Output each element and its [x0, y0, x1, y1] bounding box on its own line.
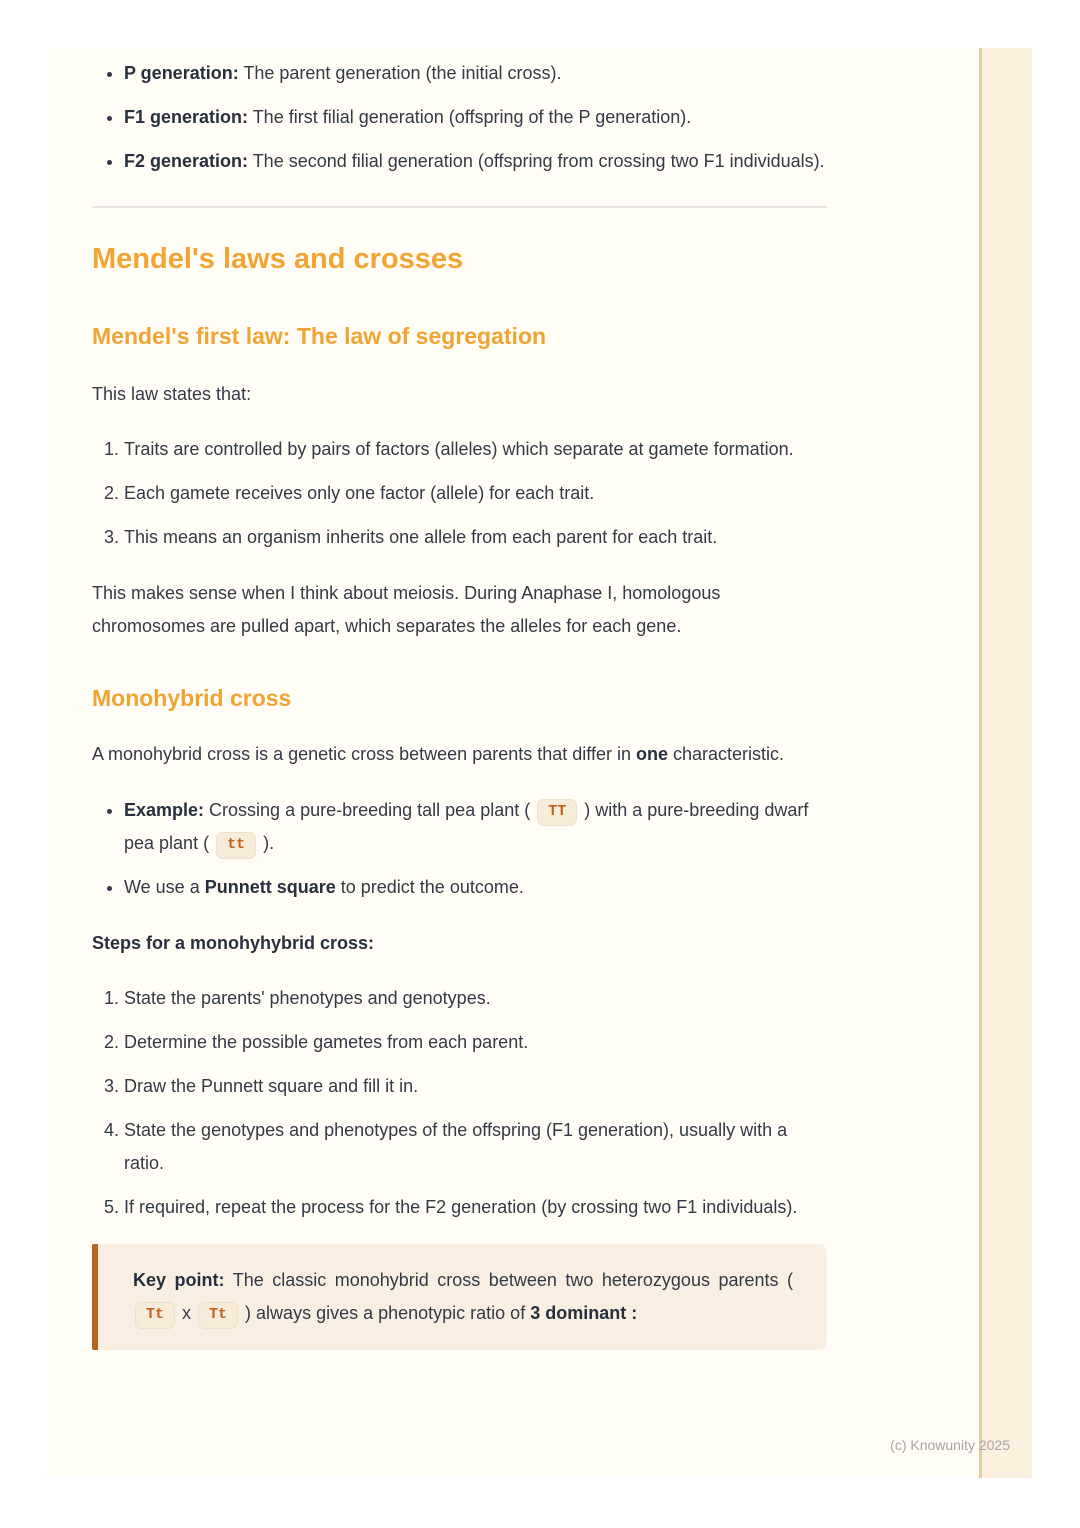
- list-item: 1. Traits are controlled by pairs of factors (alleles) which separate at gamete formation.: [124, 433, 827, 466]
- genotype-code-badge: Tt: [135, 1302, 175, 1329]
- definition-term: F1 generation:: [124, 107, 249, 127]
- genotype-code-badge: Tt: [198, 1302, 238, 1329]
- monohybrid-definition: [92, 738, 827, 771]
- notes-page: [48, 48, 1032, 1478]
- keypoint-text: ) always gives a phenotypic ratio of: [240, 1303, 531, 1323]
- example-text: ).: [258, 833, 275, 853]
- definition-text: A monohybrid cross is a genetic cross between parents that differ in: [92, 744, 636, 764]
- page-edge-stripe: [979, 48, 1032, 1478]
- example-text: Crossing a pure-breeding tall pea plant (: [204, 800, 536, 820]
- keypoint-emphasis: 3 dominant :: [530, 1303, 638, 1323]
- definition-text: The first filial generation (offspring of the P generation).: [248, 107, 692, 127]
- list-item: 5. If required, repeat the process for the F2 generation (by crossing two F1 individuals).: [124, 1191, 827, 1224]
- main-heading: Mendel's laws and crosses: [92, 243, 464, 275]
- first-law-intro: This law states that:: [92, 384, 252, 404]
- page-content: [92, 48, 827, 1350]
- list-item: 2. Determine the possible gametes from each parent.: [124, 1026, 827, 1059]
- punnett-emphasis: Punnett square: [204, 877, 336, 897]
- definition-text: characteristic.: [667, 744, 785, 764]
- keypoint-text: x: [177, 1303, 197, 1323]
- list-item: 2. Each gamete receives only one factor (allele) for each trait.: [124, 477, 827, 510]
- list-item: 3. This means an organism inherits one allele from each parent for each trait.: [124, 521, 827, 554]
- first-law-list: [92, 433, 827, 554]
- example-label: Example:: [124, 800, 205, 820]
- keypoint-text: The classic monohybrid cross between two heterozygous parents (: [224, 1270, 794, 1290]
- keypoint-callout: [92, 1244, 827, 1350]
- definition-term: P generation:: [124, 63, 239, 83]
- monohybrid-heading: Monohybrid cross: [92, 685, 292, 711]
- list-item: [124, 101, 827, 134]
- definition-term: F2 generation:: [124, 151, 249, 171]
- keypoint-label: Key point:: [133, 1270, 225, 1290]
- list-item: 3. Draw the Punnett square and fill it in.: [124, 1070, 827, 1103]
- example-item: [124, 794, 827, 860]
- list-item: 1. State the parents' phenotypes and genotypes.: [124, 982, 827, 1015]
- example-text: ) with a pure-breeding dwarf pea plant (: [124, 800, 809, 853]
- list-item: [124, 145, 827, 178]
- meiosis-note: This makes sense when I think about meiosis. During Anaphase I, homologous chromosomes are pulled apart, which separates the alleles for each gene.: [92, 583, 721, 636]
- punnett-item: [124, 871, 827, 904]
- punnett-text: to predict the outcome.: [335, 877, 524, 897]
- emphasis-text: one: [635, 744, 668, 764]
- definition-text: The parent generation (the initial cross).: [238, 63, 562, 83]
- section-divider: [92, 206, 827, 208]
- first-law-heading: Mendel's first law: The law of segregation: [92, 323, 547, 349]
- copyright-watermark: (c) Knowunity 2025: [890, 1437, 1010, 1453]
- definition-text: The second filial generation (offspring from crossing two F1 individuals).: [248, 151, 825, 171]
- steps-list: [92, 982, 827, 1224]
- generation-definitions-list: [92, 57, 827, 178]
- genotype-code-badge: TT: [537, 799, 577, 826]
- punnett-text: We use a: [124, 877, 205, 897]
- list-item: 4. State the genotypes and phenotypes of the offspring (F1 generation), usually with a ratio.: [124, 1114, 827, 1180]
- list-item: [124, 57, 827, 90]
- monohybrid-bullets: [92, 794, 827, 904]
- steps-title: Steps for a monohyhybrid cross:: [92, 933, 375, 953]
- genotype-code-badge: tt: [216, 832, 256, 859]
